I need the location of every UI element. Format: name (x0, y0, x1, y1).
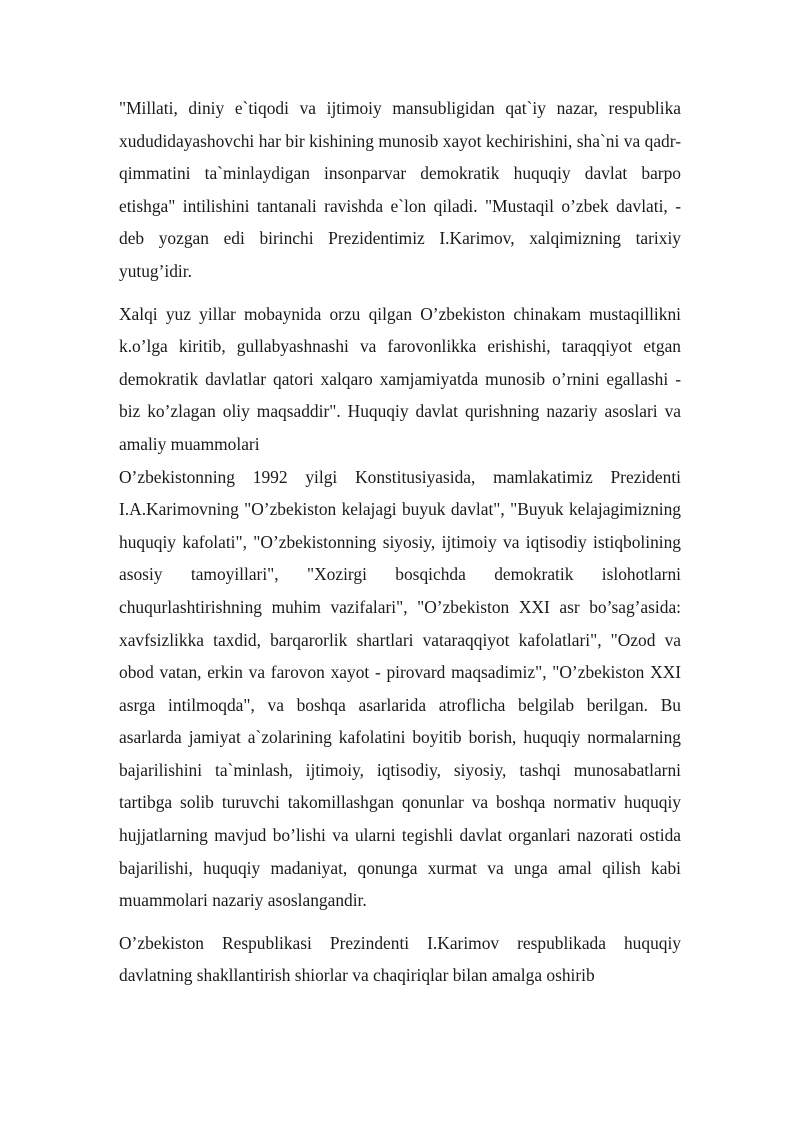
document-page (119, 92, 681, 992)
paragraph-3: O’zbekistonning 1992 yilgi Konstitusiyasida, mamlakatimiz Prezidenti I.A.Karimovning "O’zbekiston kelajagi buyuk davlat", "Buyuk kelajagimizning huquqiy kafolati", "O’zbekistonning siyosiy, ijtimoiy va iqtisodiy istiqbolining asosiy tamoyillari", "Xozirgi bosqichda demokratik islohotlarni chuqurlashtirishning muhim vazifalari", "O’zbekiston XXI asr bo’sag’asida: xavfsizlikka taxdid, barqarorlik shartlari vataraqqiyot kafolatlari", "Ozod va obod vatan, erkin va farovon xayot - pirovard maqsadimiz", "O’zbekiston XXI asrga intilmoqda", va boshqa asarlarida atroflicha belgilab berilgan. Bu asarlarda jamiyat a`zolarining kafolatini boyitib borish, huquqiy normalarning bajarilishini ta`minlash, ijtimoiy, iqtisodiy, siyosiy, tashqi munosabatlarni tartibga solib turuvchi takomillashgan qonunlar va boshqa normativ huquqiy hujjatlarning mavjud bo’lishi va ularni tegishli davlat organlari nazorati ostida bajarilishi, huquqiy madaniyat, qonunga xurmat va unga amal qilish kabi muammolari nazariy asoslangandir. (119, 466, 681, 911)
paragraph-2: Xalqi yuz yillar mobaynida orzu qilgan O’zbekiston chinakam mustaqillikni k.o’lga kiritib, gullabyashnashi va farovonlikka erishishi, taraqqiyot etgan demokratik davlatlar qatori xalqaro xamjamiyatda munosib o’rnini egallashi - biz ko’zlagan oliy maqsaddir". Huquqiy davlat qurishning nazariy asoslari va amaliy muammolari (119, 303, 681, 454)
paragraph-4: O’zbekiston Respublikasi Prezindenti I.Karimov respublikada huquqiy davlatning shakllantirish shiorlar va chaqiriqlar bilan amalga oshirib (119, 932, 681, 986)
paragraph-1: "Millati, diniy e`tiqodi va ijtimoiy mansubligidan qat`iy nazar, respublika xududidayashovchi har bir kishining munosib xayot kechirishini, sha`ni va qadr-qimmatini ta`minlaydigan insonparvar demokratik huquqiy davlat barpo etishga" intilishini tantanali ravishda e`lon qiladi. "Mustaqil o’zbek davlati, - deb yozgan edi birinchi Prezidentimiz I.Karimov, xalqimizning tarixiy yutug’idir. (119, 98, 681, 281)
